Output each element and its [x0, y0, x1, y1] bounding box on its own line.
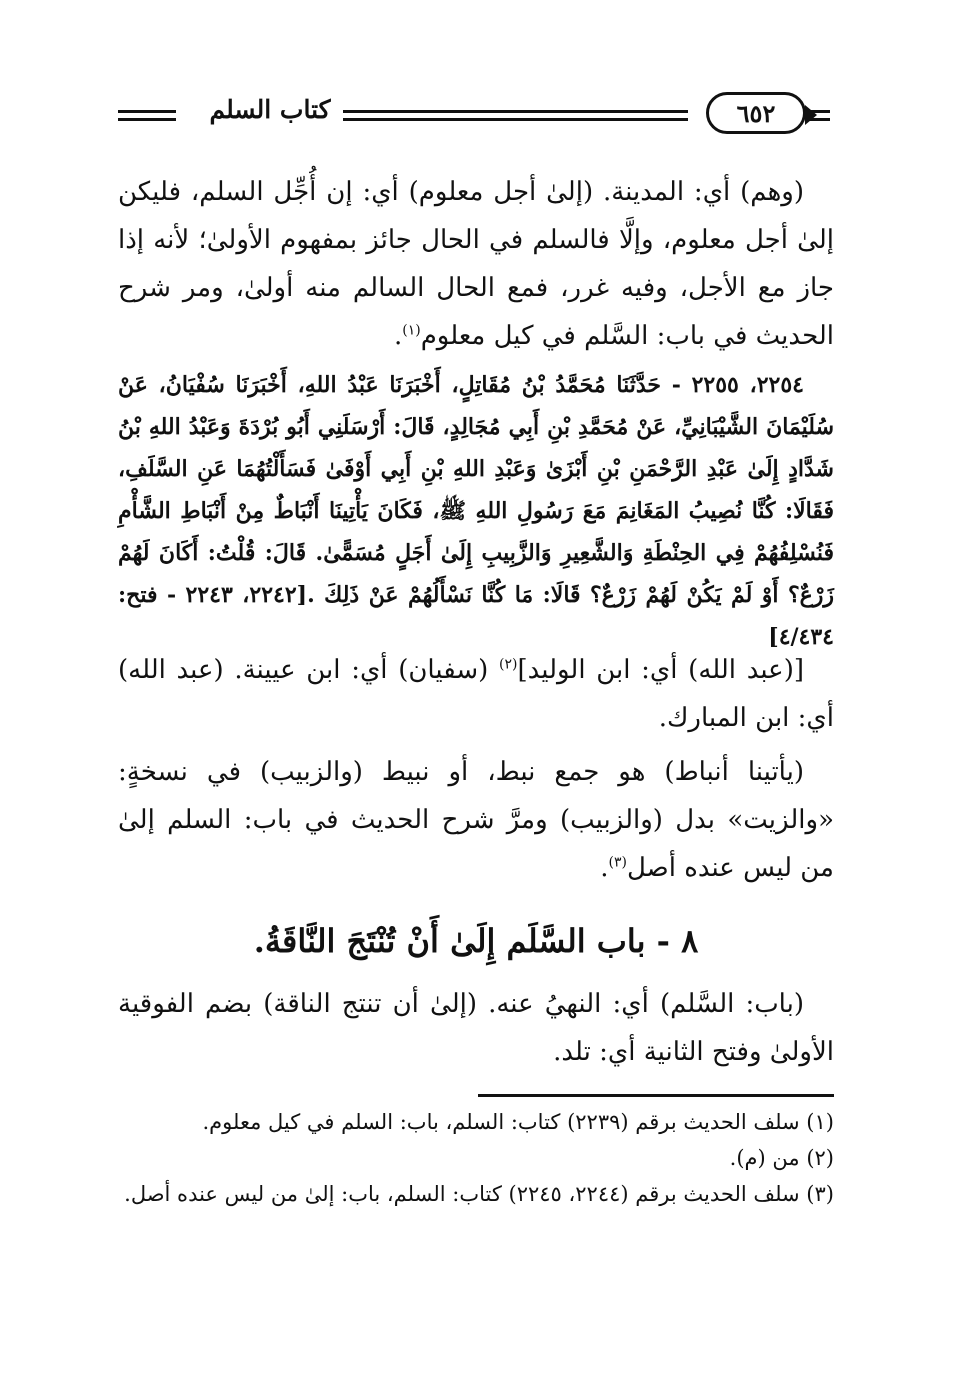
paragraph-3: (يأتينا أنباط) هو جمع نبط، أو نبيط (والزبيب) في نسخةٍ: «والزيت» بدل (والزبيب) ومرَّ شرح الحديث في باب: السلم إلىٰ من ليس عنده أصل$^{(٣)}$.: [118, 757, 834, 883]
commentary-block: [118, 646, 834, 892]
paragraph-2: [(عبد الله) أي: ابن الوليد]$^{(٢)}$ (سفيان) أي: ابن عيينة. (عبد الله) أي: ابن المبارك.: [118, 655, 834, 733]
running-head: كتاب السلم: [209, 95, 331, 124]
paragraph-1: (وهم) أي: المدينة. (إلىٰ أجل معلوم) أي: إن أُجِّل السلم، فليكن إلىٰ أجل معلوم، وإلَّا فالسلم في الحال جائز بمفهوم الأولىٰ؛ لأنه إذا جاز مع الأجل، وفيه غرر، فمع الحال السالم منه أولىٰ، ومر شرح الحديث في باب: السَّلم في كيل معلوم$^{(١)}$.: [118, 177, 834, 351]
paragraph-4: (باب: السَّلم) أي: النهيُ عنه. (إلىٰ أن تنتج الناقة) بضم الفوقية الأولىٰ وفتح الثانية أي: تلد.: [118, 989, 834, 1067]
footnote-ref-3: (٣): [608, 854, 627, 871]
footnotes: [118, 1104, 834, 1212]
footnote-1: (١) سلف الحديث برقم (٢٢٣٩) كتاب: السلم، باب: السلم في كيل معلوم.: [202, 1110, 834, 1134]
footnote-separator: [478, 1094, 834, 1097]
page-header: [118, 92, 830, 142]
footnote-2: (٢) من (م).: [729, 1146, 834, 1170]
page-number-badge: [706, 92, 806, 134]
hadith-text: ٢٢٥٤، ٢٢٥٥ - حَدَّثَنَا مُحَمَّدُ بْنُ مُقَاتِلٍ، أَخْبَرَنَا عَبْدُ اللهِ، أَخْبَرَنَا سُفْيَانُ، عَنْ سُلَيْمَانَ الشَّيْبَانِيِّ، عَنْ مُحَمَّدِ بْنِ أَبِي مُجَالِدٍ، قَالَ: أَرْسَلَنِي أَبُو بُرْدَةَ وَعَبْدُ اللهِ بْنُ شَدَّادٍ إِلَىٰ عَبْدِ الرَّحْمَنِ بْنِ أَبْزَىٰ وَعَبْدِ اللهِ بْنِ أَبِي أَوْفَىٰ فَسَأَلْتُهُمَا عَنِ السَّلَفِ، فَقَالَا: كُنَّا نُصِيبُ المَغَانِمَ مَعَ رَسُولِ اللهِ ﷺ، فَكَانَ يَأْتِينَا أَنْبَاطٌ مِنْ أَنْبَاطِ الشَّأْمِ فَنُسْلِفُهُمْ فِي الحِنْطَةِ وَالشَّعِيرِ وَالزَّبِيبِ إِلَىٰ أَجَلٍ مُسَمًّىٰ. قَالَ: قُلْتُ: أَكَانَ لَهُمْ زَرْعٌ؟ أَوْ لَمْ يَكُنْ لَهُمْ زَرْعٌ؟ قَالَا: مَا كُنَّا نَسْأَلُهُمْ عَنْ ذَلِكَ .[٢٢٤٢، ٢٢٤٣ - فتح: ٤/٤٣٤]: [118, 372, 835, 650]
page-number: ٦٥٢: [736, 99, 776, 128]
intro-block: [118, 168, 834, 360]
hadith-block: [118, 364, 834, 658]
footnote-ref-2: (٢): [498, 656, 518, 673]
footnote-ref-1: (١): [402, 322, 421, 339]
chapter-intro-block: [118, 980, 834, 1076]
footnote-3: (٣) سلف الحديث برقم (٢٢٤٤، ٢٢٤٥) كتاب: السلم، باب: إلىٰ من ليس عنده أصل.: [124, 1182, 834, 1206]
chapter-title: ٨ - باب السَّلَم إِلَىٰ أَنْ تُنْتَجَ النَّاقَةُ.: [253, 922, 699, 960]
